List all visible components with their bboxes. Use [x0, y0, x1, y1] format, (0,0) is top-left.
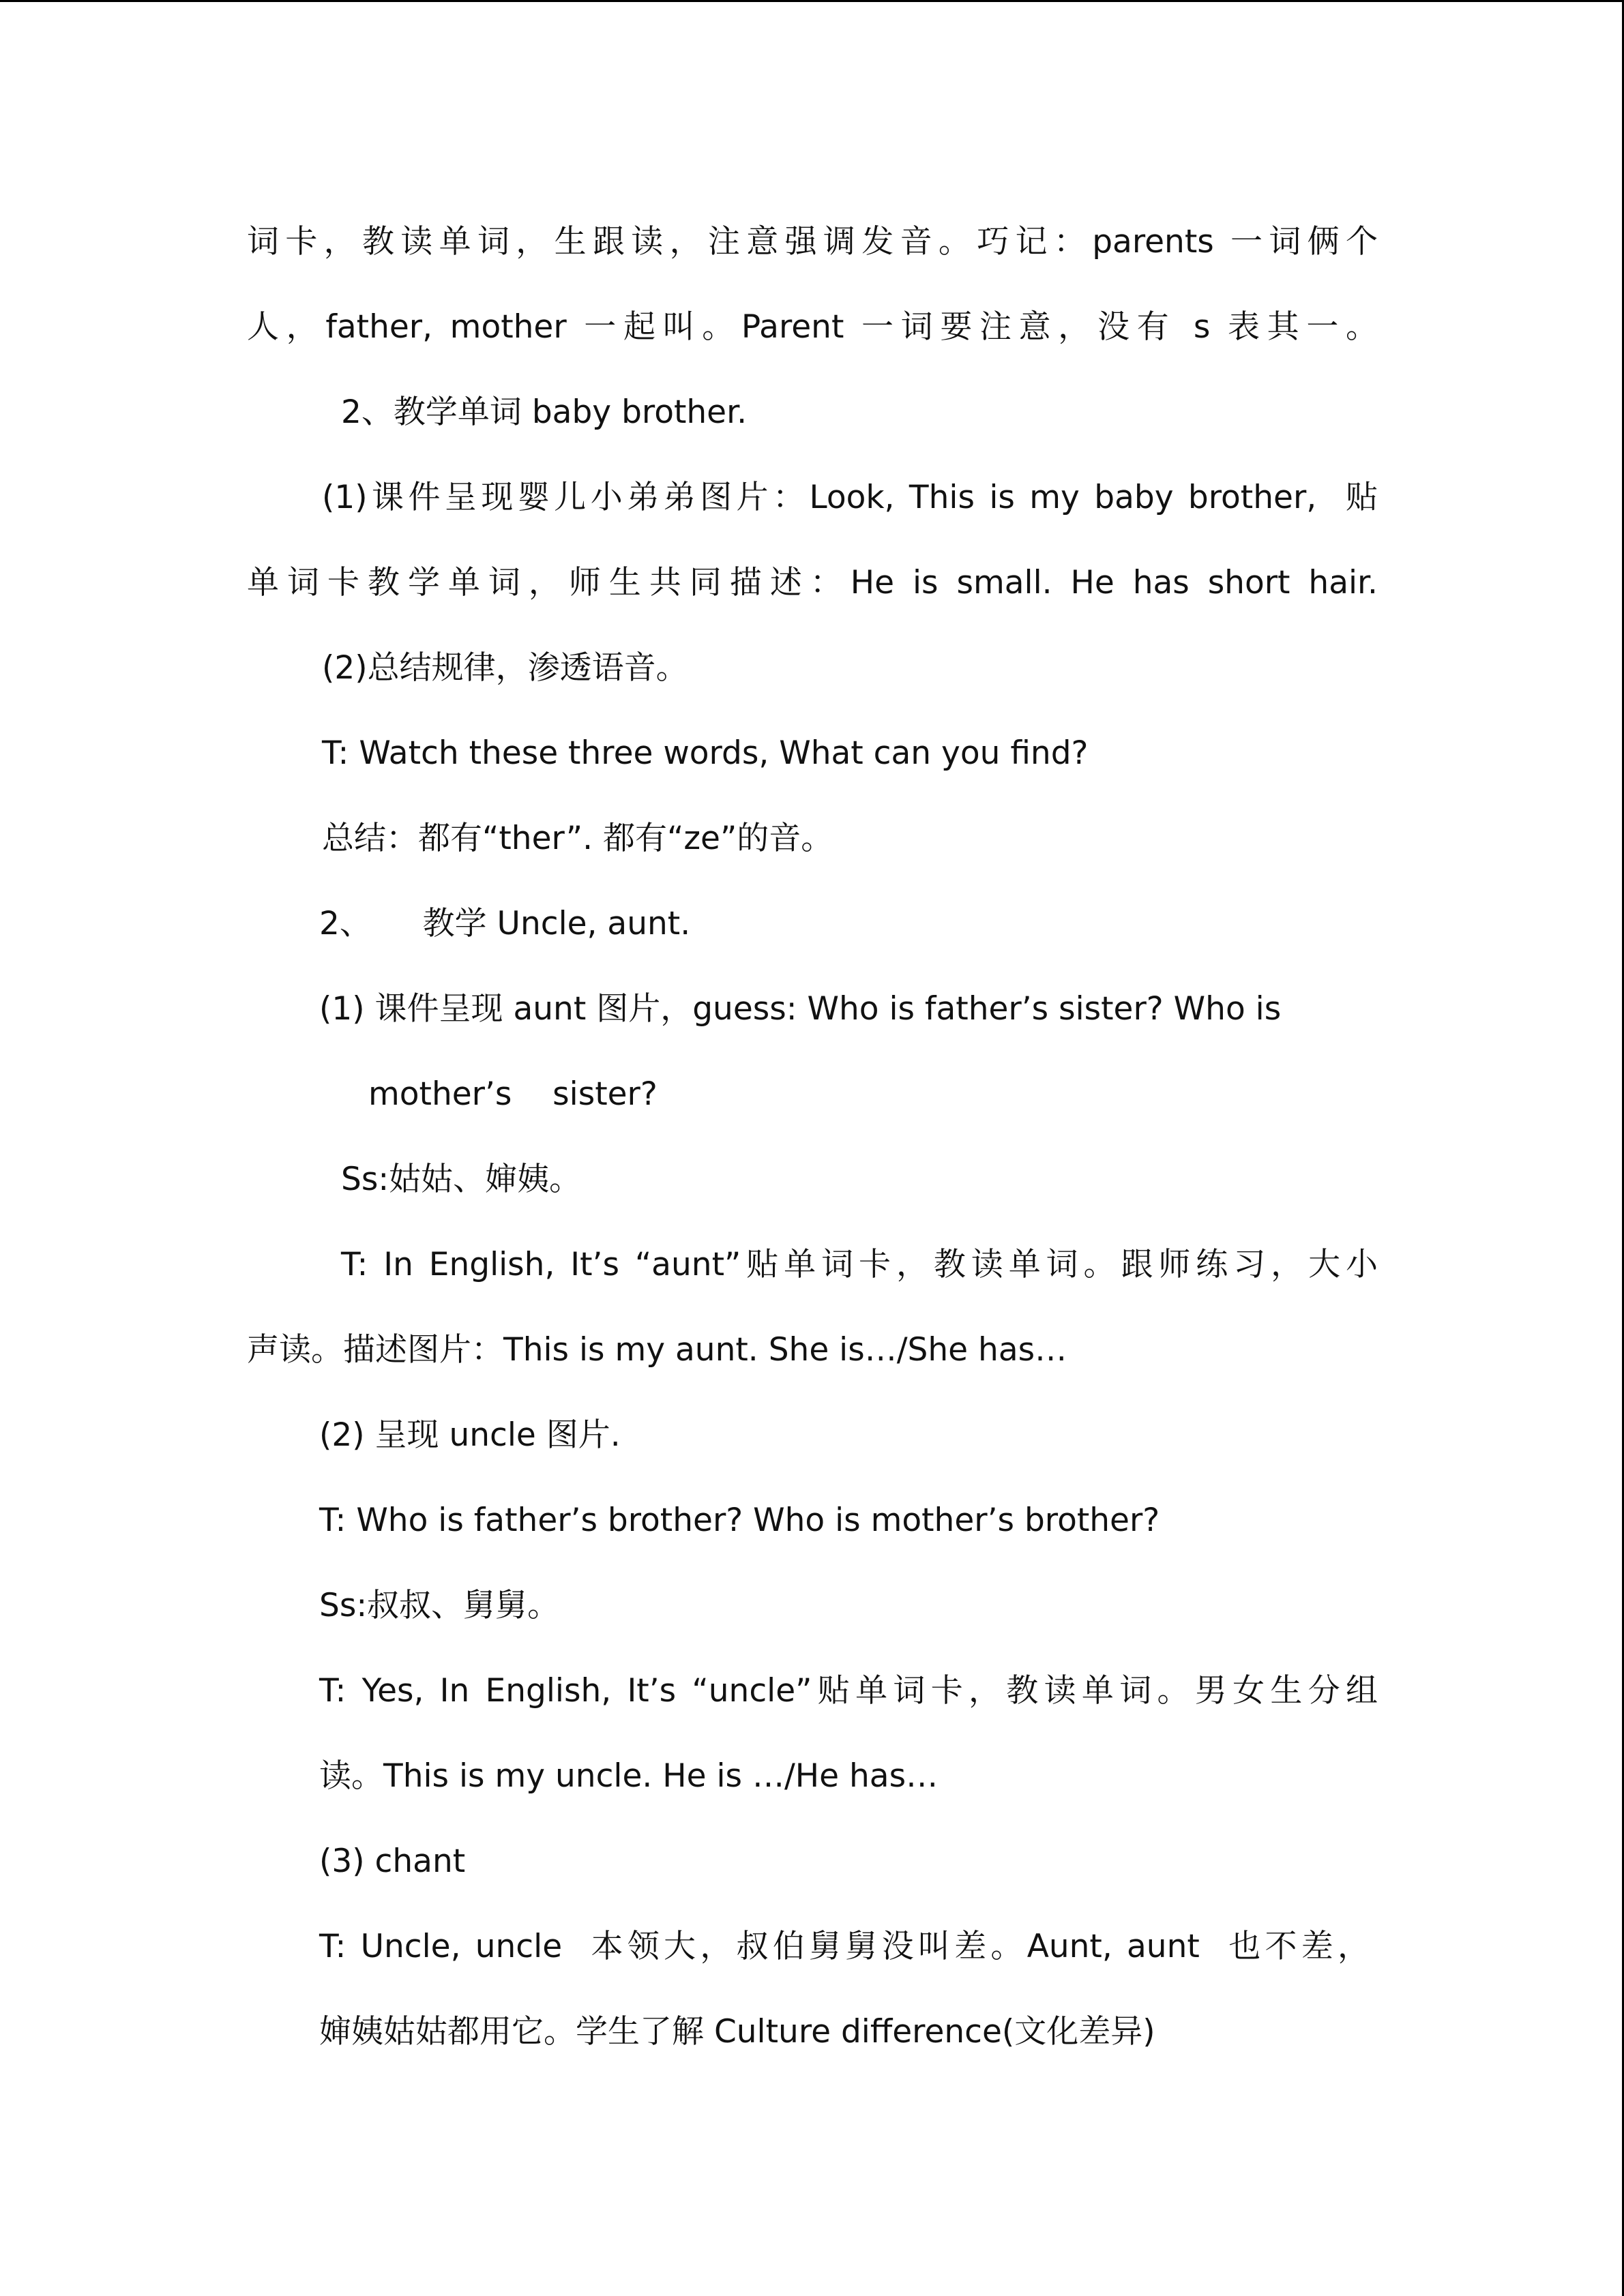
text-line-19: 读。This is my uncle. He is …/He has…: [319, 1757, 939, 1795]
text-line-10: (1) 课件呈现 aunt 图片，guess: Who is father’s sister? Who is: [319, 990, 1282, 1028]
text-line-12: Ss:姑姑、婶姨。: [341, 1161, 582, 1198]
text-line-17: Ss:叔叔、舅舅。: [319, 1587, 560, 1624]
text-line-20: (3) chant: [319, 1843, 466, 1880]
text-line-9: 2、 教学 Uncle, aunt.: [319, 905, 691, 942]
text-line-8: 总结：都有“ther”. 都有“ze”的音。: [322, 820, 833, 857]
text-line-3: 2、教学单词 baby brother.: [341, 393, 748, 431]
text-line-7: T: Watch these three words, What can you find?: [322, 734, 1089, 772]
text-line-14: 声读。描述图片：This is my aunt. She is…/She has…: [247, 1331, 1067, 1369]
text-line-18: T: Yes, In English, It’s “uncle”贴单词卡，教读单词。男女生分组: [319, 1672, 1378, 1710]
text-line-13: T: In English, It’s “aunt”贴单词卡，教读单词。跟师练习，大小: [341, 1246, 1378, 1283]
text-line-2: 人，father, mother 一起叫。Parent 一词要注意，没有 s 表其一。: [247, 308, 1378, 346]
text-line-4: (1)课件呈现婴儿小弟弟图片：Look, This is my baby brother, 贴: [322, 479, 1378, 516]
text-line-21: T: Uncle, uncle 本领大，叔伯舅舅没叫差。Aunt, aunt 也不差，: [319, 1928, 1370, 1965]
text-line-11: mother’s sister?: [368, 1075, 658, 1113]
text-line-6: (2)总结规律，渗透语音。: [322, 649, 688, 687]
text-line-15: (2) 呈现 uncle 图片.: [319, 1416, 621, 1454]
text-line-16: T: Who is father’s brother? Who is mother’s brother?: [319, 1502, 1160, 1539]
text-line-5: 单词卡教学单词，师生共同描述：He is small. He has short hair.: [247, 564, 1378, 601]
text-line-22: 婶姨姑姑都用它。学生了解 Culture difference(文化差异): [319, 2013, 1155, 2051]
text-line-1: 词卡，教读单词，生跟读，注意强调发音。巧记：parents 一词俩个: [247, 223, 1378, 260]
